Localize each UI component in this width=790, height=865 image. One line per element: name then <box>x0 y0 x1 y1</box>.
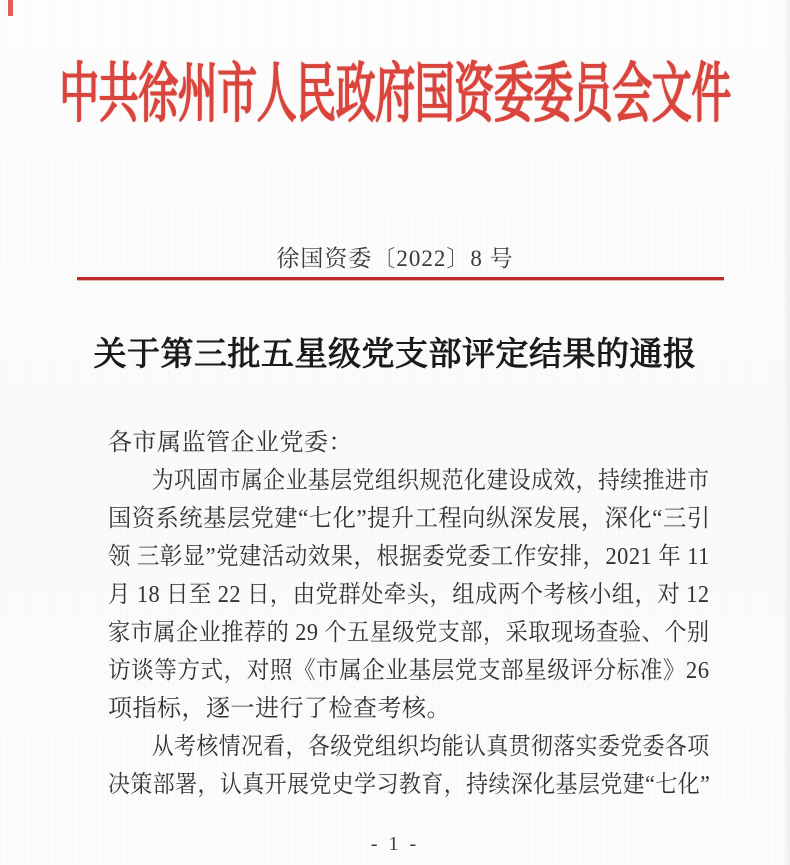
page-number: - 1 - <box>370 833 420 855</box>
body-line: 领 三彰显”党建活动效果，根据委党委工作安排，2021 年 11 <box>108 544 710 570</box>
body-line: 国资系统基层党建“七化”提升工程向纵深发展，深化“三引 <box>108 506 711 532</box>
document-title: 关于第三批五星级党支部评定结果的通报 <box>93 337 697 373</box>
body-line: 家市属企业推荐的 29 个五星级党支部，采取现场查验、个别 <box>108 620 710 646</box>
document-body <box>108 424 710 804</box>
body-line: 为巩固市属企业基层党组织规范化建设成效，持续推进市 <box>151 468 710 494</box>
scan-edge-shadow <box>782 0 790 865</box>
body-line: 从考核情况看，各级党组织均能认真贯彻落实委党委各项 <box>151 734 710 760</box>
body-line: 月 18 日至 22 日，由党群处牵头，组成两个考核小组，对 12 <box>108 582 710 608</box>
letterhead-title: 中共徐州市人民政府国资委委员会文件 <box>59 57 731 131</box>
red-corner-mark <box>8 0 13 16</box>
red-separator-rule <box>77 277 724 280</box>
body-line: 访谈等方式，对照《市属企业基层党支部星级评分标准》26 <box>108 658 710 684</box>
document-number: 徐国资委〔2022〕8 号 <box>276 246 514 271</box>
body-line: 项指标，逐一进行了检查考核。 <box>108 696 451 722</box>
body-line: 决策部署，认真开展党史学习教育，持续深化基层党建“七化” <box>108 772 711 798</box>
body-line: 各市属监管企业党委： <box>108 430 353 456</box>
